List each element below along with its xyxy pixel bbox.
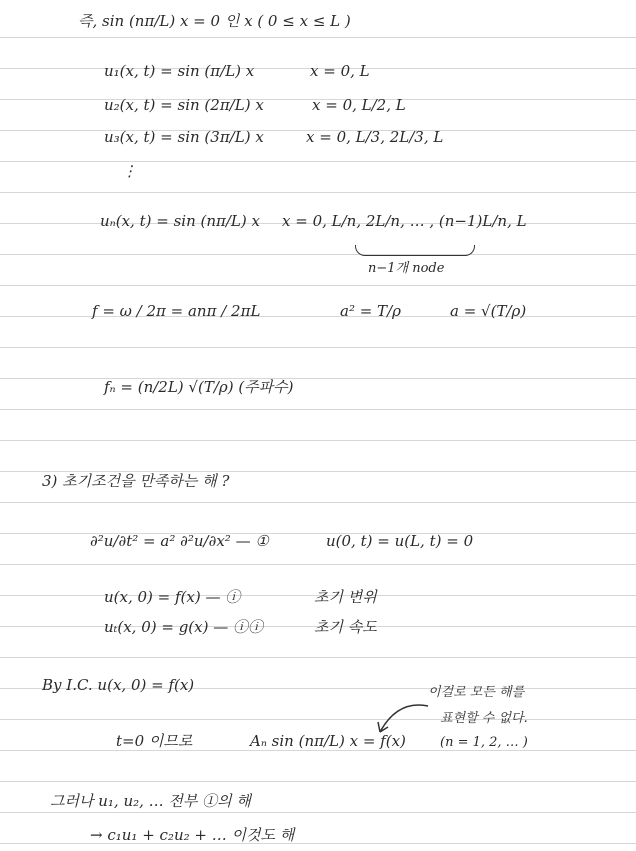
note-line-19: u(x, 0) = f(x) — ⓘ (104, 588, 241, 606)
note-line-10: x = 0, L/n, 2L/n, … , (n−1)L/n, L (282, 212, 527, 230)
note-line-30: → c₁u₁ + c₂u₂ + … 이것도 해 (90, 826, 295, 844)
note-line-13: a² = T/ρ (340, 302, 401, 320)
note-line-8: ⋮ (122, 162, 137, 180)
note-line-14: a = √(T/ρ) (450, 302, 527, 320)
note-line-26: t=0 이므로 (116, 732, 193, 750)
note-line-24: 이걸로 모든 해를 (428, 685, 525, 700)
note-line-20: 초기 변위 (314, 588, 377, 606)
note-line-18: u(0, t) = u(L, t) = 0 (326, 532, 474, 550)
note-line-5: x = 0, L/2, L (312, 96, 406, 114)
note-line-23: By I.C. u(x, 0) = f(x) (42, 676, 195, 694)
note-line-15: fₙ = (n/2L) √(T/ρ) (주파수) (104, 378, 294, 396)
note-line-12: f = ω / 2π = anπ / 2πL (92, 302, 261, 320)
note-line-17: ∂²u/∂t² = a² ∂²u/∂x² — ① (90, 532, 269, 550)
note-line-9: uₙ(x, t) = sin (nπ/L) x (100, 212, 260, 230)
note-line-6: u₃(x, t) = sin (3π/L) x (104, 128, 264, 146)
note-line-21: uₜ(x, 0) = g(x) — ⓘⓘ (104, 618, 264, 636)
node-count-brace (355, 245, 475, 256)
note-line-7: x = 0, L/3, 2L/3, L (306, 128, 444, 146)
note-line-25: 표현할 수 없다. (440, 711, 528, 726)
note-line-4: u₂(x, t) = sin (2π/L) x (104, 96, 264, 114)
note-line-2: u₁(x, t) = sin (π/L) x (104, 62, 255, 80)
note-line-11: n−1개 node (368, 261, 445, 276)
note-line-27: Aₙ sin (nπ/L) x = f(x) (250, 732, 406, 750)
note-line-28: (n = 1, 2, … ) (440, 735, 528, 750)
note-line-3: x = 0, L (310, 62, 370, 80)
note-line-1: 즉, sin (nπ/L) x = 0 인 x ( 0 ≤ x ≤ L ) (78, 12, 351, 30)
note-line-29: 그러나 u₁, u₂, … 전부 ①의 해 (50, 792, 251, 810)
note-line-16: 3) 초기조건을 만족하는 해 ? (42, 472, 230, 490)
note-line-22: 초기 속도 (314, 618, 377, 636)
